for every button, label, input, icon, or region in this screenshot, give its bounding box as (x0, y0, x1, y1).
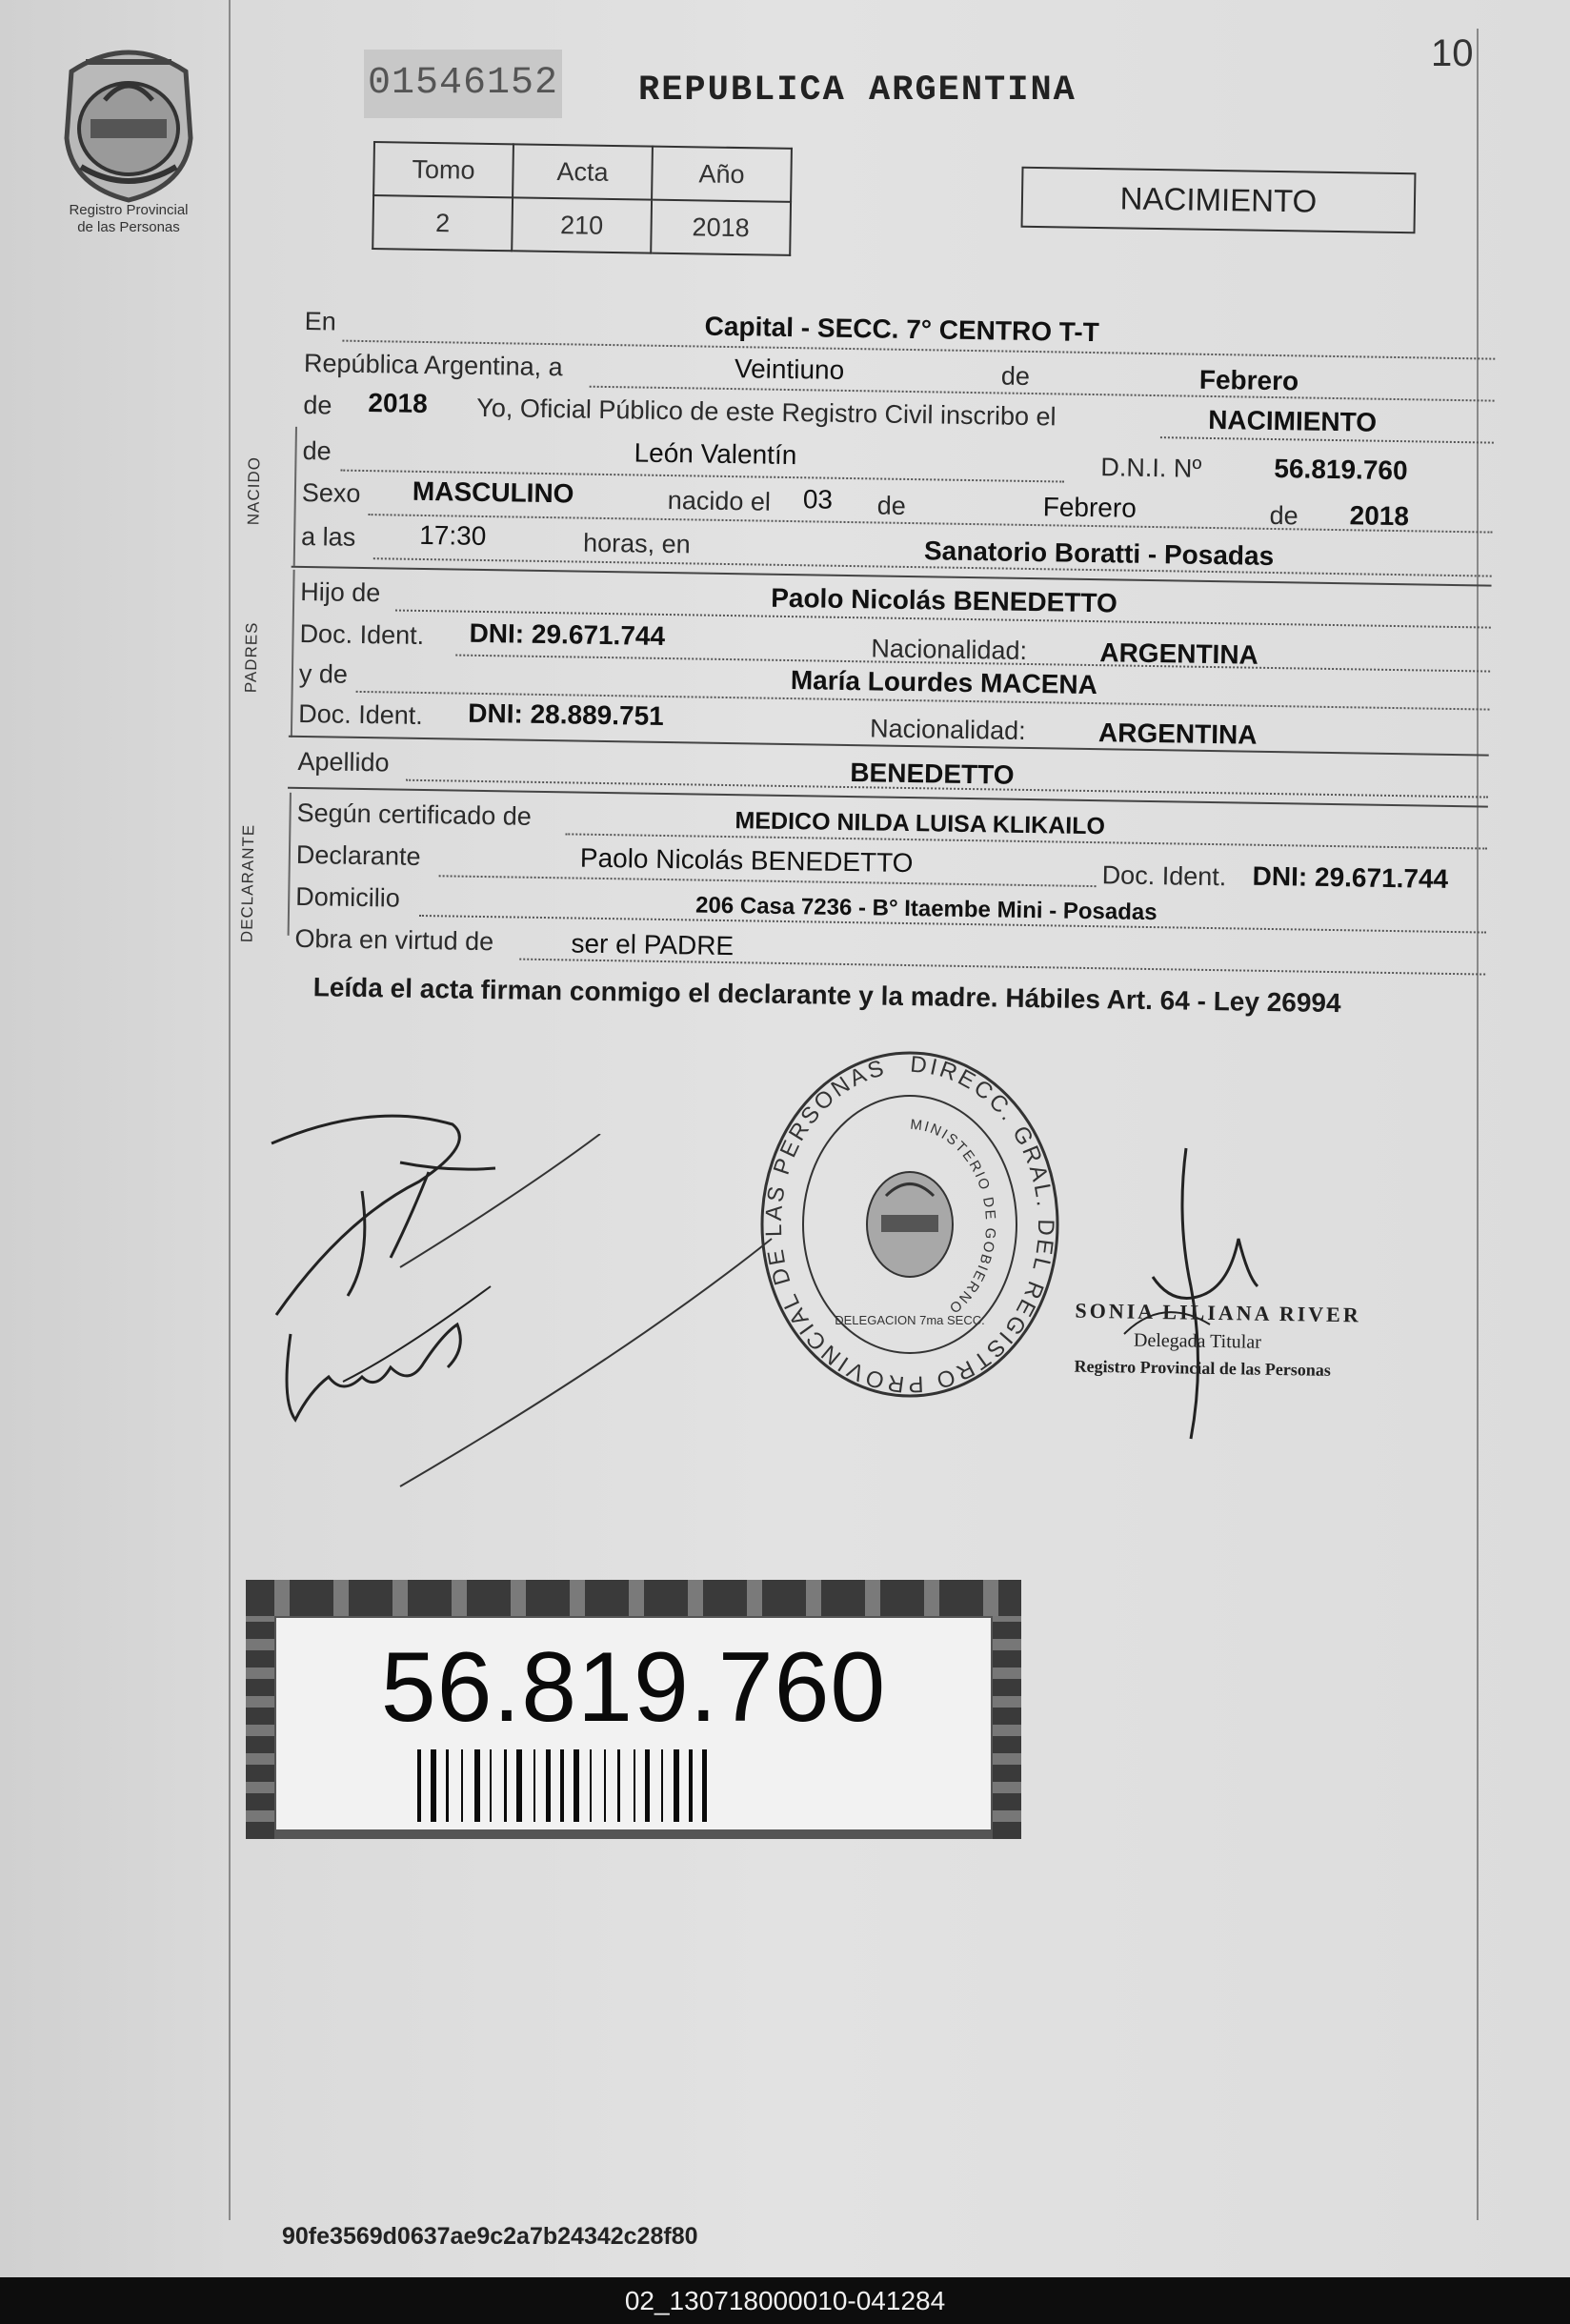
dni-sticker-pattern-top (246, 1580, 1021, 1616)
label-nacido-el: nacido el (667, 486, 772, 516)
certificate-value: MEDICO NILDA LUISA KLIKAILO (735, 807, 1106, 840)
barcode-bar (546, 1749, 551, 1822)
label-de: de (1000, 361, 1031, 391)
registry-header-anio: Año (652, 147, 792, 202)
barcode-bar (634, 1749, 635, 1822)
registry-value-anio: 2018 (651, 200, 791, 255)
barcode-bar (533, 1749, 535, 1822)
mother-nationality: ARGENTINA (1097, 717, 1258, 750)
barcode-bar (474, 1749, 480, 1822)
birth-year: 2018 (1349, 500, 1410, 532)
registry-value-tomo: 2 (372, 195, 513, 251)
official-stamp (753, 1039, 1067, 1410)
father-name: Paolo Nicolás BENEDETTO (770, 582, 1117, 618)
officer-name: SONIA LILIANA RIVER (1075, 1298, 1361, 1327)
seal-caption-line2: de las Personas (77, 219, 180, 235)
declarante-name: Paolo Nicolás BENEDETTO (579, 842, 914, 879)
document-hash: 90fe3569d0637ae9c2a7b24342c28f80 (282, 2223, 698, 2250)
label-obra: Obra en virtud de (294, 923, 494, 957)
dotted-leader (1160, 436, 1494, 443)
seal-caption (29, 202, 229, 236)
barcode-bar (590, 1749, 592, 1822)
label-de3: de (1269, 500, 1298, 531)
barcode-bar (446, 1749, 449, 1822)
barcode-bar (417, 1749, 421, 1822)
label-dni: D.N.I. Nº (1100, 453, 1202, 483)
label-doc-declarante: Doc. Ident. (1101, 860, 1227, 892)
registry-header-row (373, 142, 792, 202)
month-value: Febrero (1198, 364, 1299, 396)
officer-office: Registro Provincial de las Personas (1074, 1356, 1331, 1380)
barcode-bar (560, 1749, 564, 1822)
barcode-bar (574, 1749, 579, 1822)
document-title: REPUBLICA ARGENTINA (638, 71, 1077, 111)
barcode (417, 1749, 875, 1822)
child-dni: 56.819.760 (1274, 454, 1408, 486)
label-declarante: Declarante (295, 839, 421, 871)
dni-sticker-pattern-left (246, 1616, 274, 1839)
label-certificado: Según certificado de (296, 798, 533, 831)
form-body (237, 305, 1486, 1066)
closing-text: Leída el acta firman conmigo el declarante y la madre. Hábiles Art. 64 - Ley 26994 (312, 972, 1341, 1019)
registry-table (372, 141, 793, 256)
year-value: 2018 (368, 388, 428, 419)
child-name: León Valentín (634, 437, 797, 471)
officer-role: Delegada Titular (1133, 1329, 1262, 1353)
label-nacido-de: de (302, 435, 332, 466)
dni-sticker-pattern-right (993, 1616, 1021, 1839)
side-label-nacido: NACIDO (244, 455, 264, 526)
label-domicilio: Domicilio (295, 881, 400, 913)
barcode-bar (617, 1749, 620, 1822)
serial-number: 01546152 (364, 50, 562, 118)
label-horas: horas, en (582, 528, 691, 559)
father-nationality: ARGENTINA (1099, 637, 1259, 670)
dotted-leader (519, 959, 1485, 976)
officer-block (1074, 1299, 1361, 1382)
side-label-declarante: DECLARANTE (237, 823, 258, 943)
birth-place: Sanatorio Boratti - Posadas (923, 536, 1275, 572)
seal-caption-line1: Registro Provincial (69, 202, 189, 218)
act-type-box: NACIMIENTO (1021, 167, 1417, 233)
label-nacionalidad-mother: Nacionalidad: (869, 714, 1026, 745)
label-y-de: y de (298, 658, 349, 689)
barcode-bar (461, 1749, 463, 1822)
label-republica: República Argentina, a (303, 348, 563, 382)
barcode-bar (689, 1749, 693, 1822)
registry-header-tomo: Tomo (373, 142, 513, 197)
label-doc-mother: Doc. Ident. (298, 698, 424, 730)
label-yo: Yo, Oficial Público de este Registro Civil inscribo el (476, 393, 1057, 432)
address-value: 206 Casa 7236 - B° Itaembe Mini - Posadas (694, 892, 1157, 926)
stamp-bottom-text: DELEGACION 7ma SECC. (835, 1313, 985, 1327)
page-number: 10 (1431, 32, 1474, 74)
declarante-doc: DNI: 29.671.744 (1252, 860, 1449, 894)
barcode-bar (504, 1749, 507, 1822)
place-value: Capital - SECC. 7° CENTRO T-T (704, 311, 1100, 348)
barcode-bar (604, 1749, 606, 1822)
footer-id: 02_130718000010-041284 (0, 2277, 1570, 2324)
registry-header-acta: Acta (513, 144, 653, 199)
declarante-signature (381, 1134, 781, 1496)
dotted-leader (439, 875, 1097, 887)
dotted-leader (369, 514, 1493, 534)
label-a-las: a las (300, 521, 356, 552)
reason-value: ser el PADRE (571, 928, 735, 961)
day-value: Veintiuno (734, 354, 845, 385)
father-doc: DNI: 29.671.744 (469, 617, 666, 651)
mother-name: María Lourdes MACENA (790, 665, 1098, 700)
act-value: NACIMIENTO (1207, 404, 1378, 437)
officer-signature (1096, 1143, 1286, 1448)
dni-sticker (246, 1580, 1021, 1839)
provincial-seal-logo (52, 33, 205, 205)
birth-day: 03 (802, 484, 834, 515)
section-divider (292, 566, 1492, 587)
label-en: En (304, 306, 336, 336)
side-label-padres: PADRES (241, 621, 261, 694)
stamp-inner-text: MINISTERIO DE GOBIERNO (909, 1116, 999, 1318)
birth-time: 17:30 (418, 519, 487, 552)
label-hijo-de: Hijo de (300, 576, 381, 608)
barcode-bar (490, 1749, 492, 1822)
stamp-outer-text: DIRECC. GRAL. DEL REGISTRO PROVINCIAL DE LAS PERSONAS (760, 1051, 1059, 1398)
dni-sticker-number: 56.819.760 (380, 1632, 887, 1743)
barcode-bar (645, 1749, 650, 1822)
registry-value-row (372, 195, 791, 255)
label-sexo: Sexo (301, 477, 361, 508)
label-doc-father: Doc. Ident. (299, 618, 425, 651)
dni-sticker-panel (276, 1618, 991, 1829)
barcode-bar (516, 1749, 522, 1822)
barcode-bar (702, 1749, 707, 1822)
registry-value-acta: 210 (512, 197, 652, 253)
label-de2: de (876, 491, 907, 520)
barcode-bar (431, 1749, 436, 1822)
barcode-bar (674, 1749, 679, 1822)
label-de-year: de (303, 390, 332, 420)
mother-doc: DNI: 28.889.751 (468, 697, 664, 731)
label-nacionalidad-father: Nacionalidad: (871, 634, 1028, 665)
sex-value: MASCULINO (412, 475, 574, 509)
label-apellido: Apellido (297, 746, 390, 778)
left-margin-rule (229, 0, 231, 2220)
barcode-bar (661, 1749, 663, 1822)
birth-month: Febrero (1042, 492, 1137, 523)
apellido-value: BENEDETTO (850, 758, 1015, 790)
